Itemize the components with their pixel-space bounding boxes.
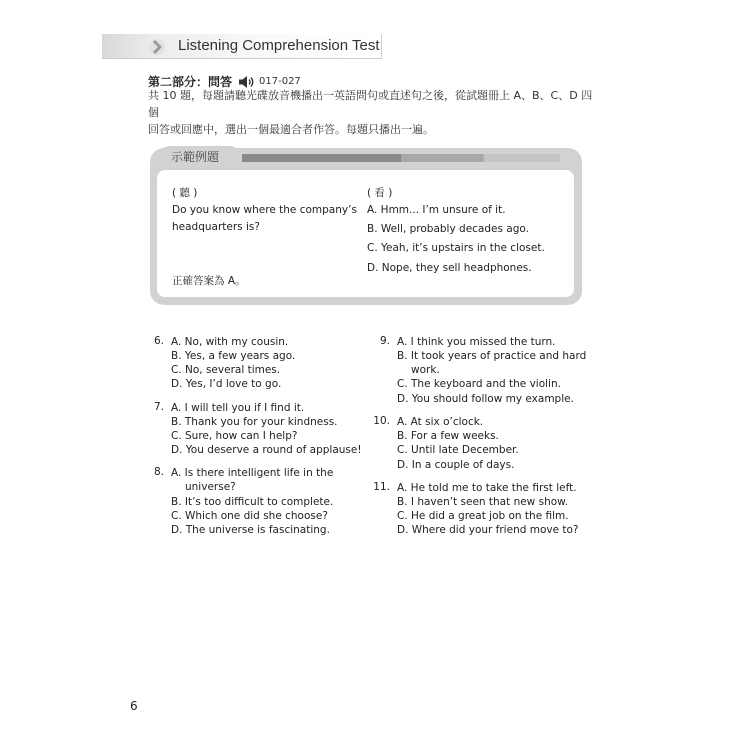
instructions <box>148 87 598 138</box>
part-title: 第二部分：問答 <box>148 75 233 89</box>
question-number: 7. <box>153 401 164 413</box>
answer-option: A. Is there intelligent life in the <box>171 467 334 479</box>
instructions-line: 回答或回應中，選出一個最適合者作答。每題只播出一遍。 <box>148 123 434 136</box>
answer-option: C. Sure, how can I help? <box>171 430 298 442</box>
answer-option: D. Where did your friend move to? <box>397 524 579 536</box>
listen-question: headquarters is? <box>172 221 260 233</box>
answer-option: A. He told me to take the first left. <box>397 482 577 494</box>
answer-option: C. The keyboard and the violin. <box>397 378 561 390</box>
question-number: 6. <box>153 335 164 347</box>
example-option: B. Well, probably decades ago. <box>367 223 529 235</box>
example-option: C. Yeah, it’s upstairs in the closet. <box>367 242 545 254</box>
answer-option: B. It took years of practice and hard <box>397 350 587 362</box>
listen-question: Do you know where the company’s <box>172 204 357 216</box>
track-range: 017-027 <box>259 76 301 87</box>
example-label: 示範例題 <box>171 150 220 164</box>
answer-option: B. Yes, a few years ago. <box>171 350 296 362</box>
question-number: 11. <box>373 481 390 493</box>
example-stripe <box>242 154 560 162</box>
answer-option-continued: work. <box>411 364 440 376</box>
answer-option: A. No, with my cousin. <box>171 336 289 348</box>
answer-option: B. I haven’t seen that new show. <box>397 496 569 508</box>
part-heading <box>148 71 301 87</box>
instructions-line: 共 10 題，每題請聽光碟放音機播出一英語問句或直述句之後，從試題冊上 A、B、C、D 四個 <box>148 89 593 119</box>
answer-option: D. The universe is fascinating. <box>171 524 330 536</box>
page-title: Listening Comprehension Test <box>178 37 380 54</box>
answer-option: C. Which one did she choose? <box>171 510 328 522</box>
question-number: 8. <box>153 466 164 478</box>
answer-option: D. In a couple of days. <box>397 459 515 471</box>
answer-option: D. Yes, I’d love to go. <box>171 378 282 390</box>
question-number: 10. <box>373 415 390 427</box>
read-label: ( 看 ) <box>367 187 393 199</box>
example-option: A. Hmm... I’m unsure of it. <box>367 204 506 216</box>
answer-option: D. You should follow my example. <box>397 393 574 405</box>
page-number: 6 <box>130 699 138 713</box>
example-option: D. Nope, they sell headphones. <box>367 262 532 274</box>
answer-note: 正確答案為 A。 <box>172 275 246 287</box>
answer-option-continued: universe? <box>185 481 236 493</box>
answer-option: D. You deserve a round of applause! <box>171 444 362 456</box>
answer-option: C. Until late December. <box>397 444 519 456</box>
answer-option: B. It’s too difficult to complete. <box>171 496 334 508</box>
answer-option: A. I will tell you if I find it. <box>171 402 305 414</box>
listen-label: ( 聽 ) <box>172 187 198 199</box>
answer-option: C. No, several times. <box>171 364 281 376</box>
answer-option: C. He did a great job on the film. <box>397 510 569 522</box>
answer-option: A. I think you missed the turn. <box>397 336 556 348</box>
chevron-right-icon <box>148 38 166 56</box>
question-number: 9. <box>379 335 390 347</box>
answer-option: A. At six o’clock. <box>397 416 484 428</box>
answer-option: B. For a few weeks. <box>397 430 499 442</box>
answer-option: B. Thank you for your kindness. <box>171 416 338 428</box>
